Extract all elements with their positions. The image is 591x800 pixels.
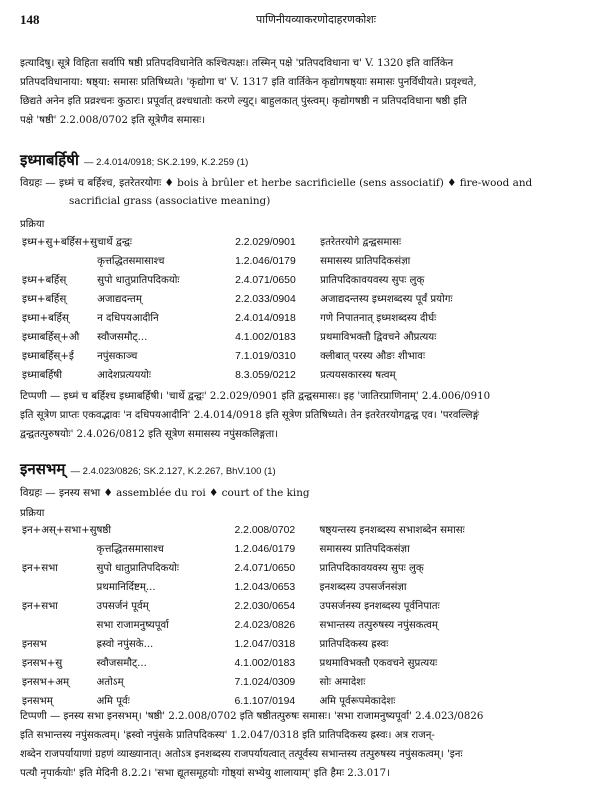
form-cell: इध्माबर्हिस्+ई [22, 351, 74, 362]
form-cell: इनसभम् [22, 696, 53, 707]
rule-cell: सभा राजामनुष्यपूर्वा [96, 620, 169, 631]
table-row [22, 522, 590, 541]
prakriya-table [22, 234, 590, 386]
form-cell: इध्माबर्हिस्+औ [22, 332, 80, 343]
form-cell [22, 541, 97, 560]
text-line: प्रतिपदविधानाया: षष्ठ्या: समासः प्रतिषिध्यते। 'कृद्योगा च' V. 1317 इति वार्तिकेन कृद्योगषष्ठ्याः समासः पुनर्विधीयते। प्रवृश्चते, [20, 77, 477, 88]
entry-heading [20, 459, 276, 479]
tippani-block [20, 707, 578, 783]
tippani-line: टिप्पणी — इध्मं च बर्हिश्च इध्माबर्हिषी। 'चार्थे द्वन्द्वः' 2.2.029/0901 इति द्वन्द्वसमासः। इह 'जातिरप्राणिनाम्' 2.4.006/0910 [20, 391, 491, 402]
prakriya-label: प्रक्रिया [20, 508, 45, 519]
table-row [22, 291, 590, 310]
rule-cell: उपसर्जनं पूर्वम् [96, 601, 149, 612]
rule-number-cell: 2.4.023/0826 [234, 620, 296, 631]
vigraha-block [20, 174, 580, 210]
rule-cell: कृत्तद्धितसमासाश्च [96, 544, 164, 555]
tippani-line: इति सभान्तस्य नपुंसकत्वम्। 'ह्रस्वो नपुंसके प्रातिपदिकस्य' 1.2.047/0318 इति प्रातिपदिकस्य ह्रस्वः। अत्र राजन्- [20, 730, 435, 741]
explanation-cell: अमि पूर्वरूपमेकादेशः [319, 696, 396, 707]
explanation-cell: प्रातिपदिकावयवस्य सुपः लुक् [320, 275, 425, 286]
rule-cell: कृत्तद्धितसमासाश्च [97, 256, 165, 267]
headword: इनसभम् [20, 460, 66, 478]
rule-number-cell: 7.1.024/0309 [234, 677, 296, 688]
explanation-cell: सोः अमादेशः [319, 677, 366, 688]
rule-cell: षष्ठी [96, 525, 112, 536]
rule-cell: चार्थे द्वन्द्वः [97, 237, 132, 248]
table-row [22, 234, 590, 253]
explanation-cell: समासस्य प्रातिपदिकसंज्ञा [319, 544, 410, 555]
explanation-cell: सभान्तस्य तत्पुरुषस्य नपुंसकत्वम् [319, 620, 438, 631]
tippani-block [20, 387, 578, 444]
table-row [22, 329, 590, 348]
explanation-cell: उपसर्जनस्य इनशब्दस्य पूर्वनिपातः [319, 601, 440, 612]
table-row [22, 674, 590, 693]
table-row [22, 560, 590, 579]
running-title: पाणिनीयव्याकरणोदाहरणकोशः [256, 13, 376, 26]
rule-cell: आदेशप्रत्यययोः [97, 370, 151, 381]
vigraha-line: sacrificial grass (associative meaning) [69, 195, 271, 207]
explanation-cell: समासस्य प्रातिपदिकसंज्ञा [320, 256, 411, 267]
rule-cell: सुपो धातुप्रातिपदिकयोः [96, 563, 179, 574]
rule-cell: नपुंसकाञ्च [97, 351, 138, 362]
table-row [22, 617, 590, 636]
form-cell: इनसभ+सु [22, 658, 63, 669]
rule-number-cell: 2.2.033/0904 [235, 294, 296, 305]
table-row [22, 655, 590, 674]
table-row [22, 310, 590, 329]
prakriya-table [22, 522, 590, 712]
form-cell: इनसभ [22, 639, 47, 650]
rule-number-cell: 2.4.014/0918 [235, 313, 296, 324]
tippani-line: द्वन्द्वतत्पुरुषयोः' 2.4.026/0812 इति सूत्रेण समासस्य नपुंसकलिङ्गता। [20, 429, 278, 440]
tippani-line: पत्यौ नृपार्कयोः' इति मेदिनी 8.2.2। 'सभा द्यूतसमूहयोः गोष्ठ्यां सभ्येयु शालायाम्' इति हैमः 2.3.017। [20, 768, 390, 779]
tippani-line: इति सूत्रेण प्राप्तः एकवद्भावः 'न दधिपयआदीनि' 2.4.014/0918 इति सूत्रेण प्रतिषिध्यते। तेन इतरेतरयोगद्वन्द्व एव। 'परवल्लिङ्गं [20, 410, 479, 421]
text-line: छिद्यते अनेन इति प्रव्रश्चनः कुठारः। प्रपूर्वात् व्रश्चधातोः करणे ल्युट्। बाहुलकात् पुंस्त्वम्। कृद्योगषष्ठी न प्रतिपदविधाना षष्ठी इति [20, 96, 467, 107]
form-cell: इध्म+सु+बर्हिस+सु [22, 237, 98, 248]
form-cell: इध्माबर्हिषी [22, 370, 62, 381]
rule-cell: अजाद्यदन्तम् [97, 294, 142, 305]
form-cell [22, 253, 97, 272]
explanation-cell: क्लीबात् परस्य औङः शीभावः [320, 351, 426, 362]
table-row [22, 598, 590, 617]
rule-number-cell: 1.2.047/0318 [234, 639, 296, 650]
rule-cell: ह्रस्वो नपुंसके... [96, 639, 154, 650]
vigraha-block [20, 484, 580, 502]
headword: इध्माबर्हिषी [20, 151, 79, 169]
rule-number-cell: 8.3.059/0212 [235, 370, 296, 381]
rule-cell: अमि पूर्वः [96, 696, 130, 707]
rule-number-cell: 6.1.107/0194 [234, 696, 296, 707]
vigraha-line: विग्रहः — इध्मं च बर्हिश्च, इतरेतरयोगः ♦ bois à brûler et herbe sacrificielle (sens associatif) ♦ fire-wood and [20, 177, 533, 189]
explanation-cell: इनशब्दस्य उपसर्जनसंज्ञा [319, 582, 407, 593]
rule-cell: अतोऽम् [96, 677, 124, 688]
explanation-cell: प्रत्ययसकारस्य षत्वम् [320, 370, 396, 381]
rule-number-cell: 4.1.002/0183 [235, 332, 296, 343]
explanation-cell: प्रातिपदिकावयवस्य सुपः लुक् [319, 563, 424, 574]
page-number: 148 [20, 12, 40, 27]
text-line: इत्यादिषु। सूत्रे विहिता सर्वापि षष्ठी प्रतिपदविधानेति कश्चित्पक्षः। तस्मिन् पक्षे 'प्रतिपदविधाना च' V. 1320 इति वार्तिकेन [20, 58, 454, 69]
tippani-line: टिप्पणी — इनस्य सभा इनसभम्। 'षष्ठी' 2.2.008/0702 इति षष्ठीतत्पुरुषः समासः। 'सभा राजामनुष्यपूर्वा' 2.4.023/0826 [20, 711, 484, 722]
rule-number-cell: 1.2.046/0179 [235, 256, 296, 267]
explanation-cell: प्रथमाविभक्तौ एकवचने सुप्रत्ययः [319, 658, 438, 669]
rule-cell: स्वौजसमौट्... [96, 658, 147, 669]
form-cell: इन+सभा [22, 563, 58, 574]
explanation-cell: प्रातिपदिकस्य ह्रस्वः [319, 639, 389, 650]
entry-heading [20, 150, 248, 170]
table-row [22, 348, 590, 367]
rule-number-cell: 2.2.029/0901 [235, 237, 296, 248]
form-cell: इध्म+बर्हिस् [22, 294, 67, 305]
form-cell: इन+सभा [22, 601, 58, 612]
vigraha-line: विग्रहः — इनस्य सभा ♦ assemblée du roi ♦ court of the king [20, 487, 310, 499]
form-cell [22, 579, 97, 598]
rule-number-cell: 7.1.019/0310 [235, 351, 296, 362]
prakriya-label: प्रक्रिया [20, 219, 45, 230]
intro-paragraph [20, 54, 578, 130]
form-cell: इनसभ+अम् [22, 677, 70, 688]
rule-number-cell: 2.2.030/0654 [234, 601, 296, 612]
form-cell: इध्मा+बर्हिस् [22, 313, 69, 324]
tippani-line: शब्देन राजपर्यायाणां ग्रहणं व्याख्यानात्। अतोऽत्र इनशब्दस्य राजपर्यायत्वात् तत्पूर्वस्य सभान्तस्य तत्पुरुषस्य नपुंसकत्वम्। 'इनः [20, 749, 463, 760]
rule-cell: प्रथमानिर्दिष्टम्... [96, 582, 156, 593]
entry-references: — 2.4.023/0826; SK.2.127, K.2.267, BhV.100 (1) [70, 466, 276, 477]
rule-cell: न दधिपयआदीनि [97, 313, 159, 324]
table-row [22, 253, 590, 272]
rule-cell: सुपो धातुप्रातिपदिकयोः [97, 275, 180, 286]
entry-references: — 2.4.014/0918; SK.2.199, K.2.259 (1) [84, 157, 249, 168]
rule-number-cell: 2.4.071/0650 [235, 275, 296, 286]
form-cell: इध्म+बर्हिस् [22, 275, 67, 286]
rule-number-cell: 2.4.071/0650 [234, 563, 296, 574]
explanation-cell: इतरेतरयोगे द्वन्द्वसमासः [320, 237, 402, 248]
text-line: पक्षे 'षष्ठी' 2.2.008/0702 इति सूत्रेणैव समासः। [20, 115, 206, 126]
table-row [22, 272, 590, 291]
form-cell [22, 617, 97, 636]
table-row [22, 541, 590, 560]
rule-number-cell: 2.2.008/0702 [234, 525, 296, 536]
explanation-cell: प्रथमाविभक्तौ द्विवचने औप्रत्ययः [320, 332, 437, 343]
rule-number-cell: 1.2.046/0179 [234, 544, 296, 555]
explanation-cell: अजाद्यदन्तस्य इध्मशब्दस्य पूर्वं प्रयोगः [320, 294, 453, 305]
table-row [22, 636, 590, 655]
rule-cell: स्वौजसमौट्... [97, 332, 148, 343]
table-row [22, 579, 590, 598]
explanation-cell: षष्ठ्यन्तस्य इनशब्दस्य सभाशब्देन समासः [319, 525, 465, 536]
explanation-cell: गणे निपातनात् इध्मशब्दस्य दीर्घः [320, 313, 437, 324]
rule-number-cell: 1.2.043/0653 [234, 582, 296, 593]
rule-number-cell: 4.1.002/0183 [234, 658, 296, 669]
form-cell: इन+अस्+सभा+सु [22, 525, 97, 536]
table-row [22, 367, 590, 386]
